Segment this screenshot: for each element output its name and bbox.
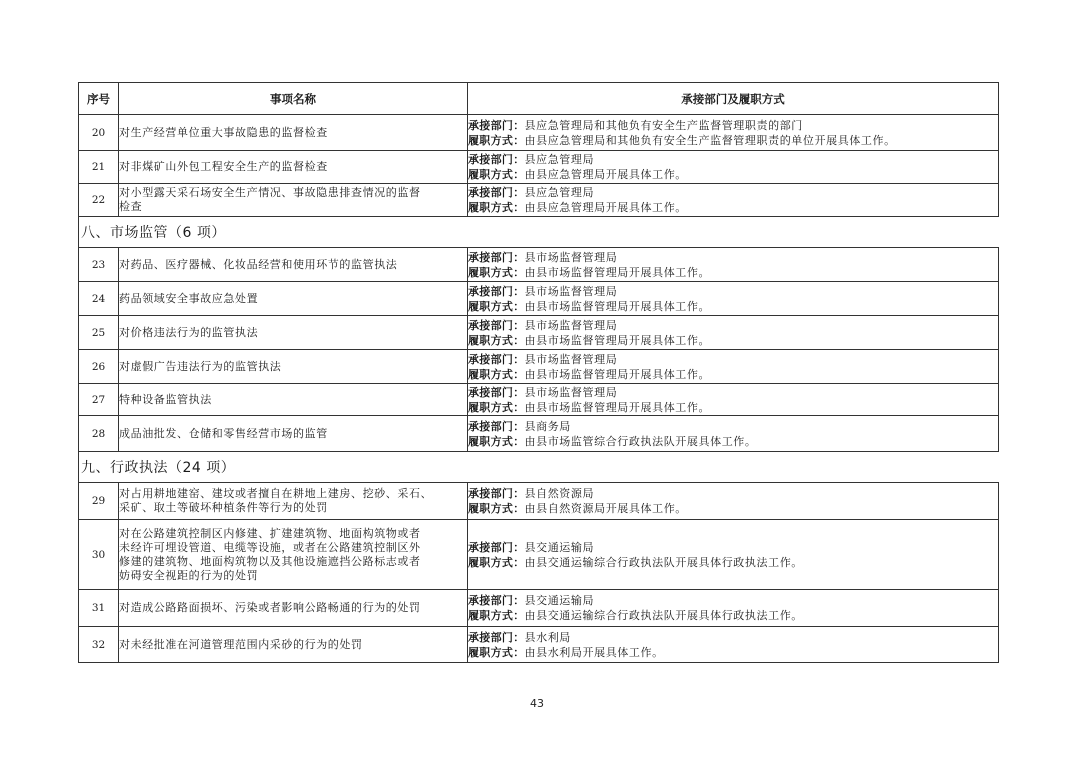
duty-line [468, 367, 998, 382]
duty-line-value: 由县市场监督管理局开展具体工作。 [524, 400, 711, 414]
section-row [79, 217, 999, 248]
table-row [79, 483, 999, 520]
duty-line-key: 履职方式： [468, 333, 525, 347]
dept-duty-cell [468, 627, 999, 663]
dept-line-value: 县市场监督管理局 [524, 250, 618, 264]
duty-line [468, 400, 998, 415]
row-number: 27 [79, 384, 119, 416]
dept-line-value: 县交通运输局 [524, 540, 595, 554]
item-name-line: 对非煤矿山外包工程安全生产的监督检查 [119, 160, 328, 173]
duty-line-value: 由县应急管理局开展具体工作。 [524, 201, 687, 214]
dept-line [468, 185, 998, 200]
dept-line-key: 承接部门： [468, 487, 525, 500]
dept-line-key: 承接部门： [468, 318, 525, 332]
duty-line [468, 645, 998, 660]
table-row [79, 316, 999, 350]
item-name-line: 未经许可埋设管道、电缆等设施，或者在公路建筑控制区外 [119, 540, 421, 554]
item-name-cell [119, 184, 468, 217]
item-name-line: 对小型露天采石场安全生产情况、事故隐患排查情况的监督 [119, 186, 421, 199]
dept-line-key: 承接部门： [468, 352, 525, 366]
duty-line-value: 由县市场监督管理局开展具体工作。 [524, 299, 711, 313]
duty-line [468, 299, 998, 314]
item-name-line: 对药品、医疗器械、化妆品经营和使用环节的监管执法 [119, 257, 398, 271]
item-name-line: 对生产经营单位重大事故隐患的监督检查 [119, 125, 328, 139]
table-row [79, 520, 999, 590]
duty-line-value: 由县市场监督管理局开展具体工作。 [524, 333, 711, 347]
duty-line [468, 608, 998, 623]
dept-line-key: 承接部门： [468, 385, 525, 399]
dept-line-key: 承接部门： [468, 153, 525, 166]
duty-line-key: 履职方式： [468, 265, 525, 279]
dept-line [468, 118, 998, 133]
row-number: 31 [79, 590, 119, 627]
dept-duty-cell [468, 115, 999, 151]
duty-line-key: 履职方式： [468, 168, 525, 181]
section-title: 八、市场监管（6 项） [79, 217, 999, 248]
duty-line-key: 履职方式： [468, 502, 525, 515]
row-number: 23 [79, 248, 119, 282]
table-row [79, 350, 999, 384]
duty-line-key: 履职方式： [468, 367, 525, 381]
row-number: 22 [79, 184, 119, 217]
row-number: 32 [79, 627, 119, 663]
item-name-line: 对未经批准在河道管理范围内采砂的行为的处罚 [119, 637, 363, 651]
row-number: 29 [79, 483, 119, 520]
duty-line [468, 333, 998, 348]
section-row [79, 452, 999, 483]
item-name-cell [119, 416, 468, 452]
dept-duty-cell [468, 416, 999, 452]
dept-line-value: 县自然资源局 [524, 487, 595, 500]
duty-line-key: 履职方式： [468, 400, 525, 414]
dept-duty-cell [468, 384, 999, 416]
row-number: 25 [79, 316, 119, 350]
item-name-line: 特种设备监管执法 [119, 392, 212, 406]
item-name-cell [119, 151, 468, 184]
item-name-line: 对价格违法行为的监管执法 [119, 325, 259, 339]
item-name-cell [119, 590, 468, 627]
table-row [79, 590, 999, 627]
header-dept-duty: 承接部门及履职方式 [468, 83, 999, 115]
dept-duty-cell [468, 350, 999, 384]
dept-line-key: 承接部门： [468, 540, 525, 554]
dept-line-key: 承接部门： [468, 284, 525, 298]
duty-line-key: 履职方式： [468, 133, 525, 147]
dept-line-key: 承接部门： [468, 186, 525, 199]
dept-line-value: 县应急管理局 [524, 153, 595, 166]
dept-line-value: 县市场监督管理局 [524, 352, 618, 366]
dept-line [468, 250, 998, 265]
dept-line-key: 承接部门： [468, 419, 525, 433]
dept-duty-cell [468, 590, 999, 627]
duty-line-key: 履职方式： [468, 434, 525, 448]
dept-line [468, 486, 998, 501]
item-name-cell [119, 350, 468, 384]
row-number: 21 [79, 151, 119, 184]
dept-duty-cell [468, 184, 999, 217]
dept-line-value: 县应急管理局 [524, 186, 595, 199]
item-name-line: 对虚假广告违法行为的监管执法 [119, 359, 282, 373]
item-name-line: 成品油批发、仓储和零售经营市场的监管 [119, 426, 328, 440]
dept-line [468, 593, 998, 608]
dept-line-key: 承接部门： [468, 250, 525, 264]
table-row [79, 384, 999, 416]
dept-line [468, 352, 998, 367]
duty-line [468, 501, 998, 516]
dept-line-key: 承接部门： [468, 118, 525, 132]
table-row [79, 115, 999, 151]
table-row [79, 627, 999, 663]
header-item-name: 事项名称 [119, 83, 468, 115]
item-name-line: 药品领域安全事故应急处置 [119, 291, 259, 305]
dept-duty-cell [468, 316, 999, 350]
table-body [79, 115, 999, 663]
dept-line-value: 县商务局 [524, 419, 571, 433]
page-number: 43 [530, 697, 544, 710]
table-row [79, 282, 999, 316]
dept-line [468, 419, 998, 434]
duty-line-value: 由县交通运输综合行政执法队开展具体行政执法工作。 [524, 555, 803, 569]
dept-line [468, 540, 998, 555]
duty-line-value: 由县水利局开展具体工作。 [524, 645, 664, 659]
item-name-line: 修建的建筑物、地面构筑物以及其他设施遮挡公路标志或者 [119, 554, 421, 568]
dept-line [468, 318, 998, 333]
row-number: 26 [79, 350, 119, 384]
item-name-line: 检查 [119, 200, 143, 213]
dept-line-value: 县应急管理局和其他负有安全生产监督管理职责的部门 [524, 118, 803, 132]
duty-line-key: 履职方式： [468, 645, 525, 659]
item-name-line: 采矿、取土等破坏种植条件等行为的处罚 [119, 501, 328, 514]
duty-line-key: 履职方式： [468, 609, 525, 622]
duty-line [468, 167, 998, 182]
dept-line-key: 承接部门： [468, 594, 525, 607]
duty-line [468, 434, 998, 449]
table-row [79, 151, 999, 184]
duty-line-key: 履职方式： [468, 555, 525, 569]
item-name-cell [119, 316, 468, 350]
item-name-line: 妨碍安全视距的行为的处罚 [119, 568, 259, 582]
duty-line-value: 由县市场监督管理局开展具体工作。 [524, 265, 711, 279]
dept-line [468, 284, 998, 299]
item-name-cell [119, 483, 468, 520]
duty-line-key: 履职方式： [468, 299, 525, 313]
row-number: 30 [79, 520, 119, 590]
row-number: 24 [79, 282, 119, 316]
item-name-line: 对占用耕地建窑、建坟或者擅自在耕地上建房、挖砂、采石、 [119, 487, 433, 500]
dept-duty-cell [468, 483, 999, 520]
dept-line-value: 县市场监督管理局 [524, 318, 618, 332]
item-name-cell [119, 248, 468, 282]
section-title: 九、行政执法（24 项） [79, 452, 999, 483]
duty-line-value: 由县交通运输综合行政执法队开展具体行政执法工作。 [524, 609, 803, 622]
duty-line [468, 555, 998, 570]
item-name-cell [119, 627, 468, 663]
table-header-row [79, 83, 999, 115]
dept-duty-cell [468, 248, 999, 282]
responsibility-table [78, 82, 999, 663]
dept-line [468, 630, 998, 645]
duty-line-value: 由县应急管理局开展具体工作。 [524, 168, 687, 181]
row-number: 20 [79, 115, 119, 151]
dept-line [468, 385, 998, 400]
duty-line [468, 265, 998, 280]
dept-line-value: 县水利局 [524, 630, 571, 644]
duty-line [468, 133, 998, 148]
duty-line [468, 200, 998, 215]
dept-line-value: 县交通运输局 [524, 594, 595, 607]
item-name-cell [119, 384, 468, 416]
item-name-cell [119, 282, 468, 316]
dept-line-value: 县市场监督管理局 [524, 385, 618, 399]
duty-line-value: 由县市场监管综合行政执法队开展具体工作。 [524, 434, 757, 448]
item-name-line: 对在公路建筑控制区内修建、扩建建筑物、地面构筑物或者 [119, 526, 421, 540]
row-number: 28 [79, 416, 119, 452]
table-row [79, 184, 999, 217]
header-seq: 序号 [79, 83, 119, 115]
dept-duty-cell [468, 151, 999, 184]
dept-duty-cell [468, 282, 999, 316]
table-row [79, 248, 999, 282]
item-name-line: 对造成公路路面损坏、污染或者影响公路畅通的行为的处罚 [119, 601, 421, 614]
duty-line-value: 由县自然资源局开展具体工作。 [524, 502, 687, 515]
dept-duty-cell [468, 520, 999, 590]
table-row [79, 416, 999, 452]
dept-line [468, 152, 998, 167]
item-name-cell [119, 115, 468, 151]
dept-line-value: 县市场监督管理局 [524, 284, 618, 298]
duty-line-value: 由县市场监督管理局开展具体工作。 [524, 367, 711, 381]
duty-line-key: 履职方式： [468, 201, 525, 214]
dept-line-key: 承接部门： [468, 630, 525, 644]
item-name-cell [119, 520, 468, 590]
duty-line-value: 由县应急管理局和其他负有安全生产监督管理职责的单位开展具体工作。 [524, 133, 896, 147]
